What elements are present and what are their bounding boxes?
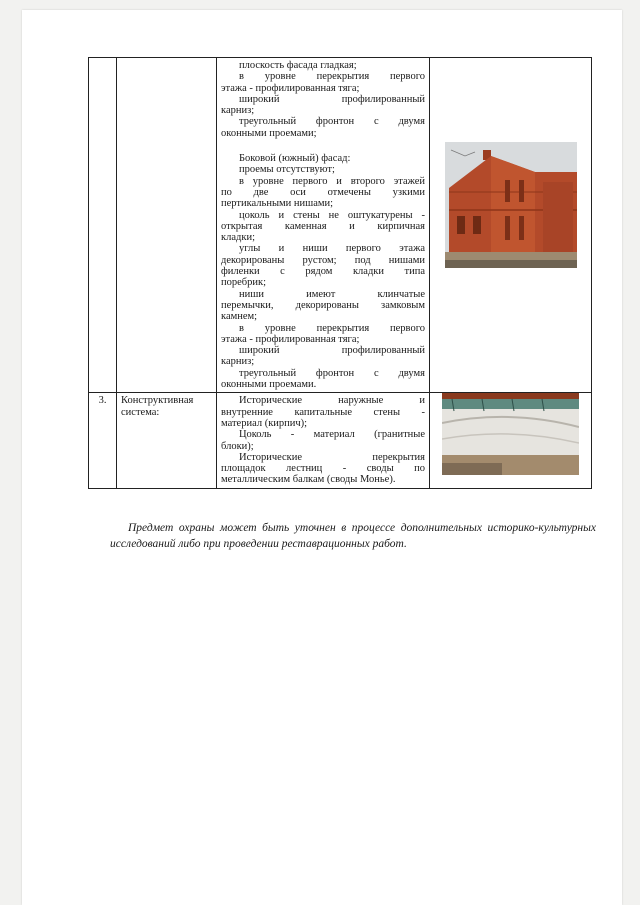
table-row	[89, 58, 592, 393]
vault-ceiling-illustration	[442, 393, 579, 475]
spacer	[221, 139, 425, 153]
text-line: этажа - профилированная тяга;	[221, 333, 360, 345]
text-line: площадок лестниц - своды по	[221, 463, 425, 475]
row-number-cell: 3.	[89, 393, 117, 488]
text-line: в уровне перекрытия первого	[239, 322, 425, 334]
text-line: филенки с рядом кладки типа	[221, 266, 425, 278]
building-facade-illustration	[445, 142, 577, 268]
text-line: широкий профилированный	[239, 345, 425, 357]
text-line: широкий профилированный	[239, 93, 425, 105]
text-line: Исторические наружные и	[239, 395, 425, 407]
text-line: по две оси отмечены узкими	[221, 186, 425, 198]
text-line: Исторические перекрытия	[239, 451, 425, 463]
structural-system-cell	[217, 393, 430, 488]
photo-cell	[430, 393, 592, 488]
text-line: цоколь и стены не оштукатурены -	[239, 209, 425, 221]
protection-subject-note: Предмет охраны может быть уточнен в процессе дополнительных историко-культурных исследований либо при проведении реставрационных работ.	[110, 522, 596, 550]
text-line: ниши имеют клинчатые	[239, 288, 425, 300]
text-line: материал (кирпич);	[221, 417, 308, 429]
table-row	[89, 393, 592, 488]
text-line: блоки);	[221, 440, 254, 452]
text-line: треугольный фронтон с двумя	[239, 116, 425, 128]
text-line: металлическим балкам (своды Монье).	[221, 474, 396, 486]
text-line: кладки;	[221, 232, 255, 244]
text-line: декорированы рустом; под нишами	[221, 254, 425, 266]
text-line: оконными проемами.	[221, 379, 317, 391]
text-line: внутренние капитальные стены -	[221, 406, 425, 418]
text-line: перемычки, декорированы замковым	[221, 299, 425, 311]
text-line: в уровне первого и второго этажей	[239, 175, 425, 187]
structural-system-text	[221, 395, 425, 485]
text-line: карниз;	[221, 356, 255, 368]
protection-subject-table	[88, 57, 592, 489]
facade-description-cell	[217, 58, 430, 393]
text-line: этажа - профилированная тяга;	[221, 82, 360, 94]
text-line: плоскость фасада гладкая;	[239, 60, 357, 71]
document-page	[22, 10, 622, 905]
vault-ceiling-photo	[442, 393, 579, 475]
text-line: оконными проемами;	[221, 127, 317, 139]
row-number-cell	[89, 58, 117, 393]
text-line: Цоколь - материал (гранитные	[239, 429, 425, 441]
text-line: пертикальными нишами;	[221, 198, 334, 210]
building-facade-photo	[445, 142, 577, 268]
photo-cell	[430, 58, 592, 393]
row-label-cell: Конструктивная система:	[117, 393, 217, 488]
text-line: Боковой (южный) фасад:	[239, 153, 351, 165]
text-line: углы и ниши первого этажа	[239, 243, 425, 255]
text-line: камнем;	[221, 311, 258, 323]
text-line: поребрик;	[221, 277, 267, 289]
text-line: открытая каменная и кирпичная	[221, 220, 425, 232]
text-line: карниз;	[221, 105, 255, 117]
text-line: проемы отсутствуют;	[239, 164, 335, 176]
row-label-cell	[117, 58, 217, 393]
text-line: в уровне перекрытия первого	[239, 71, 425, 83]
text-line: треугольный фронтон с двумя	[239, 367, 425, 379]
facade-description-text	[221, 60, 425, 390]
